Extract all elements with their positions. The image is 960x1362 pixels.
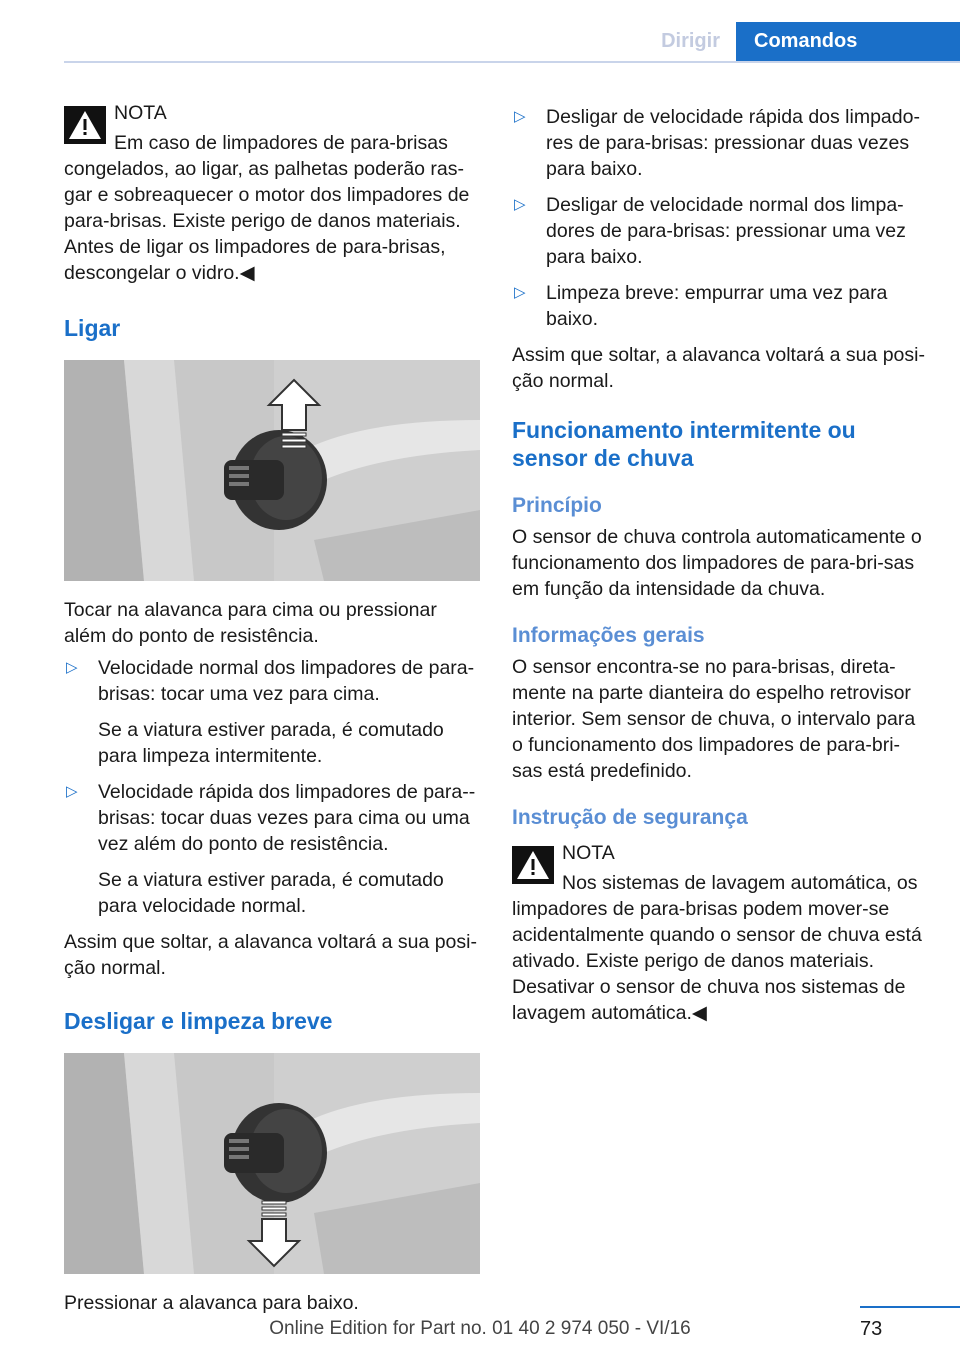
notice-text-first: Em caso de limpadores de para-brisas — [114, 132, 448, 154]
subheading-general: Informações gerais — [512, 624, 705, 647]
step-text: Limpeza breve: empurrar uma vez para baixo. — [546, 282, 888, 330]
notice-text-first: Nos sistemas de lavagem automática, os — [562, 872, 918, 894]
subheading-safety: Instrução de segurança — [512, 806, 748, 829]
header-tab-comandos[interactable]: Comandos — [736, 22, 960, 61]
bullet-triangle-icon: ▷ — [514, 284, 526, 301]
step-text: Desligar de velocidade rápida dos limpado‐res de para-brisas: pressionar duas vezes para baixo. — [546, 106, 920, 180]
caption-desligar: Pressionar a alavanca para baixo. — [64, 1292, 359, 1314]
step-text: Velocidade normal dos limpadores de para-brisas: tocar uma vez para cima. — [98, 657, 475, 705]
warning-icon — [512, 846, 554, 884]
step-text: Velocidade rápida dos limpadores de para-‐brisas: tocar duas vezes para cima ou uma vez além do ponto de resistência. — [98, 781, 476, 855]
list-item — [512, 104, 928, 182]
bullet-triangle-icon: ▷ — [66, 783, 78, 800]
text-general: O sensor encontra-se no para-brisas, direta‐mente na parte dianteira do espelho retrovisor interior. Sem sensor de chuva, o intervalo para o funcionamento dos limpadores de para-bri‐sas está predefinido. — [512, 656, 916, 782]
wiper-lever-up-figure — [64, 360, 480, 581]
release-note: Assim que soltar, a alavanca voltará a sua posi‐ção normal. — [512, 344, 925, 392]
release-note: Assim que soltar, a alavanca voltará a sua posi‐ção normal. — [64, 931, 477, 979]
wiper-lever-down-figure — [64, 1053, 480, 1274]
text-ligar: Tocar na alavanca para cima ou pressionar além do ponto de resistência. — [64, 599, 437, 647]
header-rule — [64, 61, 960, 63]
step-subtext: Se a viatura estiver parada, é comutado para velocidade normal. — [98, 869, 444, 917]
warning-notice-frozen — [64, 100, 480, 286]
list-item — [512, 192, 928, 270]
bullet-triangle-icon: ▷ — [66, 659, 78, 676]
warning-notice-carwash — [512, 840, 928, 1026]
list-item — [64, 655, 480, 769]
header-section-label: Dirigir — [661, 30, 720, 52]
list-item — [64, 779, 480, 919]
right-column — [512, 100, 928, 1054]
list-item — [512, 280, 928, 332]
heading-ligar: Ligar — [64, 315, 121, 341]
steps-ligar — [64, 655, 480, 919]
warning-icon — [64, 106, 106, 144]
heading-desligar: Desligar e limpeza breve — [64, 1008, 333, 1034]
steps-desligar — [512, 104, 928, 332]
bullet-triangle-icon: ▷ — [514, 108, 526, 125]
page-number-rule — [860, 1306, 960, 1308]
notice-text-rest: limpadores de para-brisas podem mover-se acidentalmente quando o sensor de chuva está ativado. Existe perigo de danos materiais. Desativar o sensor de chuva nos sistemas de lavagem automática.◀ — [512, 898, 922, 1024]
notice-label: NOTA — [562, 842, 615, 864]
page-number: 73 — [860, 1318, 883, 1340]
notice-label: NOTA — [114, 102, 167, 124]
bullet-triangle-icon: ▷ — [514, 196, 526, 213]
notice-text-rest: congelados, ao ligar, as palhetas poderão ras‐gar e sobreaquecer o motor dos limpadores de para-brisas. Existe perigo de danos materiais. Antes de ligar os limpadores de para-brisas, descongelar o vidro.◀ — [64, 158, 470, 284]
footer-edition: Online Edition for Part no. 01 40 2 974 050 - VI/16 — [269, 1318, 691, 1339]
subheading-principle: Princípio — [512, 494, 602, 517]
step-subtext: Se a viatura estiver parada, é comutado para limpeza intermitente. — [98, 719, 444, 767]
left-column — [64, 100, 480, 1316]
heading-rain-sensor: Funcionamento intermitente ou sensor de chuva — [512, 417, 856, 471]
text-principle: O sensor de chuva controla automaticamente o funcionamento dos limpadores de para-bri‐sas em função da intensidade da chuva. — [512, 526, 922, 600]
step-text: Desligar de velocidade normal dos limpa‐dores de para-brisas: pressionar uma vez para baixo. — [546, 194, 906, 268]
